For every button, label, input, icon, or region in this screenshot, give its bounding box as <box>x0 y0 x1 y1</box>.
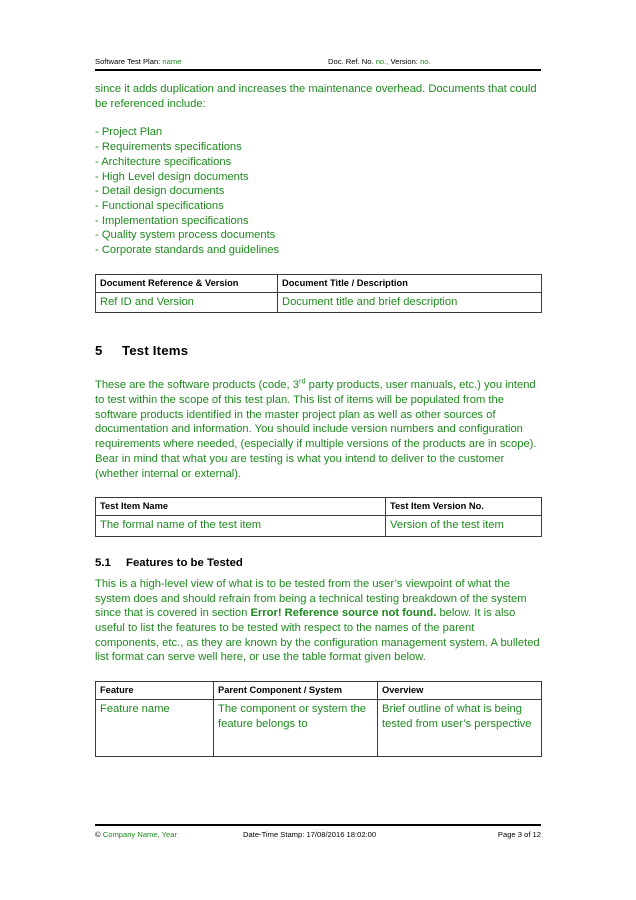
list-item: - Project Plan <box>95 126 163 139</box>
table-header-cell: Test Item Version No. <box>386 498 542 516</box>
section-5-1-paragraph-part2: below. It is also useful to list the features to be tested with respect to the names of the parent components, etc., as they are known by the configuration management system. A bulleted list format can serve well here, or use the table format given below. <box>95 607 540 664</box>
table-cell: Ref ID and Version <box>96 292 278 313</box>
section-heading-5-1 <box>95 557 541 569</box>
section-number: 5 <box>95 343 103 359</box>
header-doc-ref-label: Doc. Ref. No. <box>328 57 374 66</box>
section-5-paragraph <box>95 378 541 481</box>
copyright-icon: © <box>95 830 101 839</box>
footer-page-number: Page 3 of 12 <box>497 830 541 839</box>
list-item: - Requirements specifications <box>95 141 242 154</box>
table-cell: Brief outline of what is being tested from user’s perspective <box>378 700 542 757</box>
table-cell: The formal name of the test item <box>96 516 386 537</box>
spacer <box>95 537 541 557</box>
list-item: - Quality system process documents <box>95 229 276 242</box>
table-header-cell: Feature <box>96 682 214 700</box>
header-divider <box>95 69 541 71</box>
header-doc-name-value: name <box>162 57 182 66</box>
list-item: - Functional specifications <box>95 199 224 212</box>
table-row <box>96 292 542 313</box>
test-item-table <box>95 497 542 537</box>
table-cell: Document title and brief description <box>278 292 542 313</box>
list-item: - Corporate standards and guidelines <box>95 244 280 257</box>
intro-paragraph: since it adds duplication and increases the maintenance overhead. Documents that could be referenced include: <box>95 83 537 110</box>
spacer <box>95 313 541 343</box>
list-item: - High Level design documents <box>95 170 249 183</box>
table-row <box>96 700 542 757</box>
header-version-label: Version: <box>390 57 418 66</box>
spacer <box>95 358 541 378</box>
footer-divider <box>95 824 541 826</box>
spacer <box>95 481 541 497</box>
document-body <box>95 82 541 757</box>
table-header-cell: Test Item Name <box>96 498 386 516</box>
spacer <box>95 665 541 681</box>
list-item: - Detail design documents <box>95 185 225 198</box>
section-5-paragraph-part2: party products, user manuals, etc.) you intend to test within the scope of this test plan. This list of items will be populated from the software products identified in the master project plan as well as other sources of documentation and information. You should include version numbers and configuration requirements where needed, (especially if multiple versions of the products are in scope). Bear in mind that what you are testing is what you intend to deliver to the customer (whether internal or external). <box>95 379 537 480</box>
footer-copyright <box>95 829 177 840</box>
list-item: - Architecture specifications <box>95 155 232 168</box>
page-footer <box>95 824 541 841</box>
footer-timestamp: Date-Time Stamp: 17/08/2016 18:02:00 <box>243 830 377 839</box>
page-header <box>95 56 541 71</box>
table-row <box>96 516 542 537</box>
section-5-1-paragraph-part1: This is a high-level view of what is to be tested from the user’s viewpoint of what the system does and should refrain from being a technical testing breakdown of the system since that is covered in section <box>95 577 527 620</box>
table-cell: The component or system the feature belongs to <box>214 700 378 757</box>
table-header-cell: Document Reference & Version <box>96 274 278 292</box>
header-right-block <box>328 56 431 67</box>
subsection-title: Features to be Tested <box>126 556 243 569</box>
section-heading-5 <box>95 343 541 358</box>
table-header-cell: Overview <box>378 682 542 700</box>
section-5-paragraph-part1: These are the software products (code, 3 <box>95 379 299 392</box>
spacer <box>95 569 541 577</box>
subsection-number: 5.1 <box>95 556 111 569</box>
referenced-documents-list <box>95 125 541 257</box>
table-header-cell: Document Title / Description <box>278 274 542 292</box>
section-5-1-paragraph <box>95 577 541 665</box>
table-cell: Feature name <box>96 700 214 757</box>
table-cell: Version of the test item <box>386 516 542 537</box>
header-left-block <box>95 56 328 67</box>
spacer <box>95 258 541 274</box>
table-header-row <box>96 498 542 516</box>
header-text-row <box>95 56 541 69</box>
list-item: - Implementation specifications <box>95 214 249 227</box>
header-doc-type-label: Software Test Plan: <box>95 57 161 66</box>
footer-company-name: Company Name, Year <box>102 830 178 839</box>
header-doc-ref-value: no., <box>375 57 389 66</box>
broken-reference-text: Error! Reference source not found. <box>250 607 437 620</box>
section-title: Test Items <box>122 343 189 359</box>
table-header-row <box>96 682 542 700</box>
document-reference-table <box>95 274 542 314</box>
footer-text-row <box>95 829 541 841</box>
header-version-value: no. <box>420 57 431 66</box>
features-table <box>95 681 542 757</box>
ordinal-suffix: rd <box>298 376 306 386</box>
spacer <box>95 111 541 125</box>
table-header-cell: Parent Component / System <box>214 682 378 700</box>
table-header-row <box>96 274 542 292</box>
